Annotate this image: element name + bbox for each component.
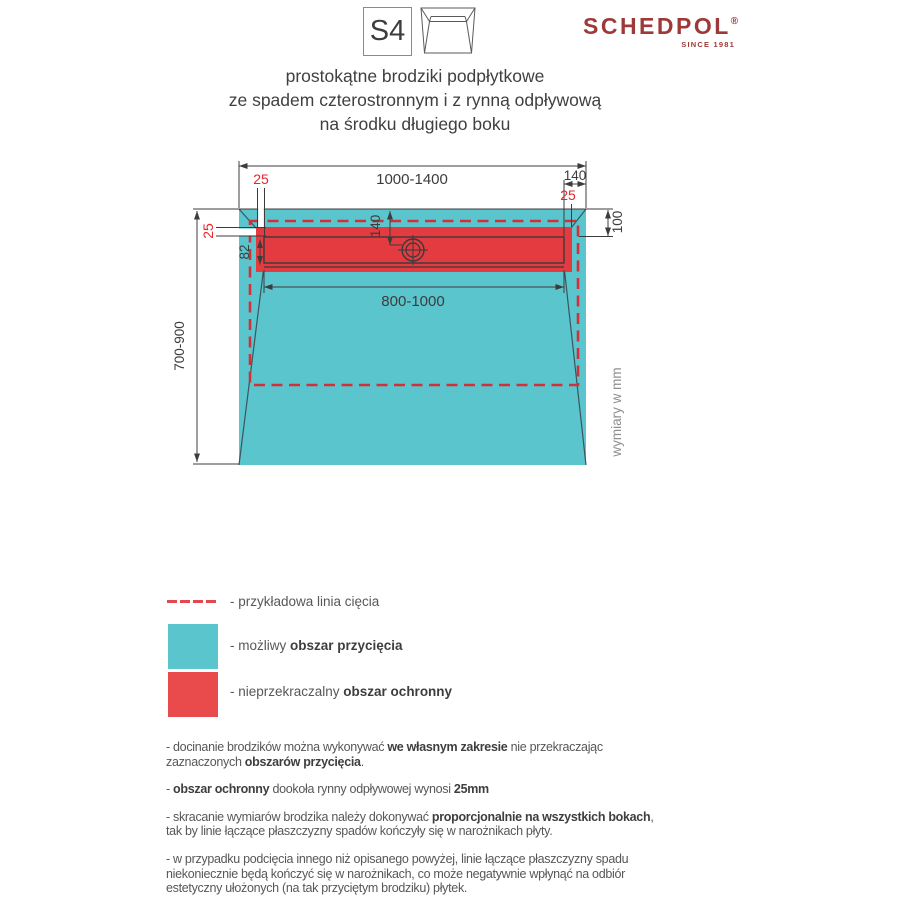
note-paragraph: - skracanie wymiarów brodzika należy dokonywać proporcjonalnie na wszystkich bokach, tak by linie łączące płaszczyzny spadów kończyły się w narożnikach płyty.	[166, 809, 654, 839]
dim-overall-width-label: 1000-1400	[376, 171, 448, 188]
dim-channel-height-label: 82	[237, 244, 252, 260]
units-note: wymiary w mm	[609, 367, 624, 457]
model-label: S4	[369, 15, 406, 47]
title-line-3: na środku długiego boku	[319, 114, 511, 134]
dim-margin-top-right-label: 25	[560, 187, 576, 203]
dim-drain-offset-label: 140	[368, 214, 383, 238]
note-paragraph: - w przypadku podcięcia innego niż opisanego powyżej, linie łączące płaszczyzny spadu niekoniecznie będą kończyć się w narożnikach, co może negatywnie wpłynąć na odbiór estetyczny ułożonych (na tak przyciętym brodziku) płytek.	[166, 851, 629, 896]
notes-block	[166, 740, 671, 909]
legend-item-cut-area: - możliwy obszar przycięcia	[230, 638, 403, 653]
legend-red-swatch	[168, 672, 218, 717]
title-line-1: prostokątne brodziki podpłytkowe	[285, 66, 545, 86]
legend-item-cut-line	[230, 594, 379, 609]
title-line-2: ze spadem czterostronnym i z rynną odpływową	[228, 90, 602, 110]
tray-shape-icon	[417, 6, 479, 56]
note-paragraph: - docinanie brodzików można wykonywać we własnym zakresie nie przekraczając zaznaczonych obszarów przycięcia.	[166, 740, 603, 769]
since-label: SINCE 1981	[681, 40, 735, 49]
legend-cut-line-label: - przykładowa linia cięcia	[230, 594, 380, 609]
dim-top-offset-label: 100	[610, 210, 625, 234]
brand-name: SCHEDPOL	[583, 13, 731, 39]
page-title	[115, 64, 715, 136]
schedpol-logo	[583, 13, 743, 49]
dim-margin-top-left-label: 25	[253, 171, 269, 187]
note-paragraph: - obszar ochronny dookoła rynny odpływowej wynosi 25mm	[166, 782, 489, 797]
technical-diagram	[160, 150, 640, 480]
model-badge	[363, 7, 412, 56]
dim-margin-left-label: 25	[200, 223, 216, 239]
registered-mark: ®	[730, 16, 739, 27]
legend-teal-swatch	[168, 624, 218, 669]
dim-channel-width-label: 800-1000	[381, 293, 445, 310]
dim-overall-height-label: 700-900	[172, 321, 187, 371]
legend-item-protection-area: - nieprzekraczalny obszar ochronny	[230, 684, 453, 699]
legend-dashed-line-swatch	[167, 600, 216, 603]
dim-right-offset-label: 140	[563, 168, 587, 183]
